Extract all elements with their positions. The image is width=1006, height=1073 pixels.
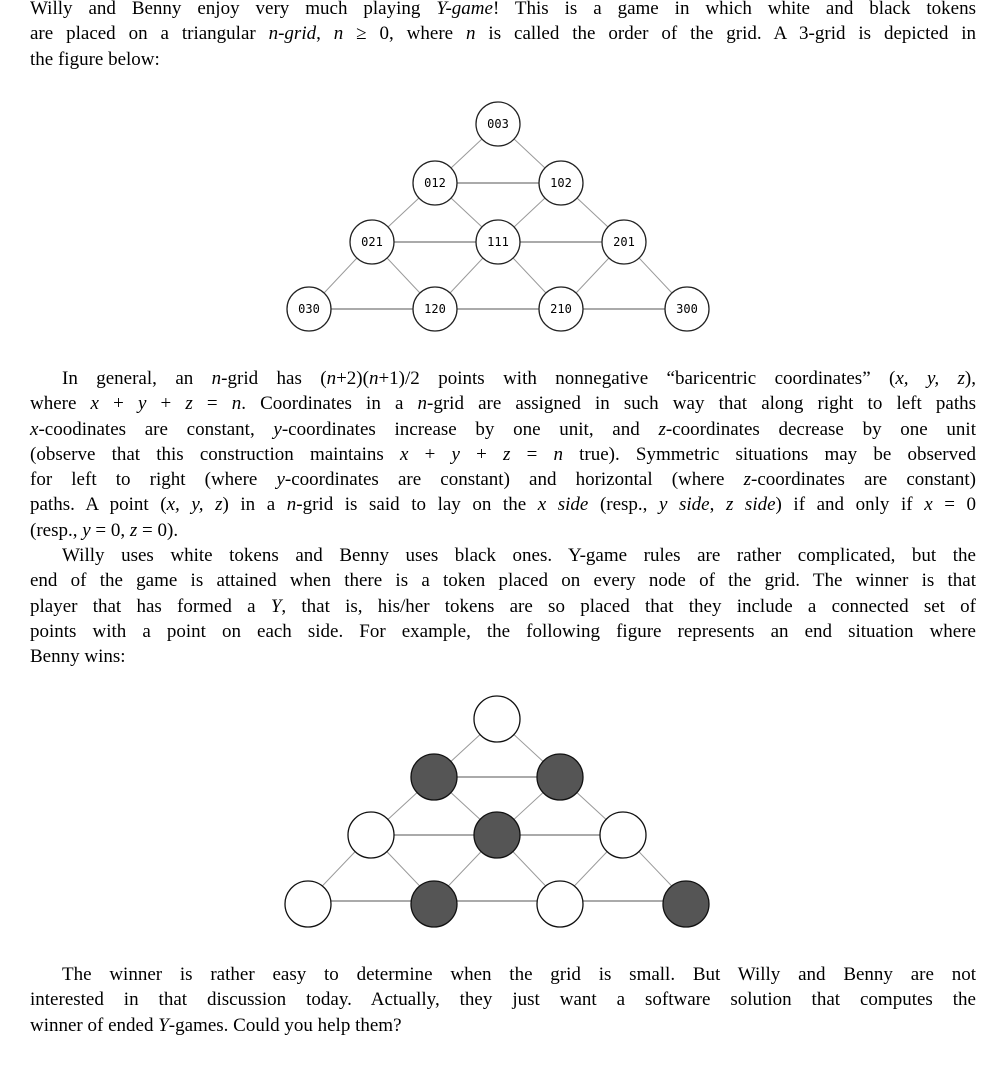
text-line: The winner is rather easy to determine when the grid is small. But Willy and Benny are not: [62, 964, 976, 985]
text-line: player that has formed a Y, that is, his/her tokens are so placed that they include a connected set of: [30, 595, 976, 617]
white-token: [474, 696, 520, 742]
text-line: x-coodinates are constant, y-coordinates increase by one unit, and z-coordinates decrease by one unit: [30, 418, 976, 440]
text-line: are placed on a triangular n-grid, n ≥ 0, where n is called the order of the grid. A 3-grid is depicted in: [30, 23, 977, 45]
white-token: [537, 881, 583, 927]
text-line: Benny wins:: [30, 646, 126, 668]
text-line: (resp., y = 0, z = 0).: [30, 519, 179, 541]
math-term: x: [30, 418, 39, 440]
node-label: 012: [424, 176, 446, 190]
node-label: 021: [361, 235, 383, 249]
math-term: y: [82, 519, 91, 541]
text-line: points with a point on each side. For example, the following figure represents an end situation where: [30, 620, 976, 642]
black-token: [474, 812, 520, 858]
math-term: Y-game: [436, 0, 493, 19]
math-term: x, y, z: [166, 494, 223, 516]
math-term: z: [503, 443, 511, 465]
black-token: [411, 881, 457, 927]
node-label: 003: [487, 117, 509, 131]
math-term: y: [451, 443, 460, 465]
text-line: where x + y + z = n. Coordinates in a n-grid are assigned in such way that along right to left paths: [30, 393, 976, 415]
node-label: 201: [613, 235, 635, 249]
math-term: z: [129, 519, 138, 541]
white-token: [285, 881, 331, 927]
text-line: Willy and Benny enjoy very much playing Y-game! This is a game in which white and black tokens: [30, 0, 976, 19]
math-term: x: [90, 393, 99, 415]
math-term: x: [400, 443, 409, 465]
black-token: [537, 754, 583, 800]
math-term: Y: [270, 595, 282, 617]
text-line: end of the game is attained when there is a token placed on every node of the grid. The winner is that: [30, 570, 976, 592]
math-term: x: [924, 494, 933, 516]
math-term: z side: [725, 494, 776, 516]
math-term: n: [466, 23, 476, 45]
math-term: n: [326, 368, 337, 389]
math-term: n: [553, 443, 563, 465]
text-line: paths. A point (x, y, z) in a n-grid is said to lay on the x side (resp., y side, z side) if and only if x = 0: [30, 494, 976, 516]
math-term: n: [211, 368, 222, 389]
text-line: (observe that this construction maintains x + y + z = n true). Symmetric situations may be observed: [30, 443, 977, 465]
math-term: y: [273, 418, 282, 440]
text-line: Willy uses white tokens and Benny uses black ones. Y-game rules are rather complicated, but the: [62, 545, 976, 566]
black-token: [663, 881, 709, 927]
node-label: 300: [676, 302, 698, 316]
white-token: [600, 812, 646, 858]
math-term: y: [137, 393, 147, 415]
math-term: x, y, z: [895, 368, 965, 389]
node-label: 120: [424, 302, 446, 316]
closing-paragraph: [30, 962, 976, 1038]
math-term: z: [185, 393, 193, 415]
node-label: 210: [550, 302, 572, 316]
rules-paragraph: [30, 543, 976, 669]
math-term: n-grid: [268, 23, 317, 45]
text-line: winner of ended Y-games. Could you help them?: [30, 1014, 402, 1036]
text-line: In general, an n-grid has (n+2)(n+1)/2 points with nonnegative “baricentric coordinates” (x, y, z),: [62, 368, 976, 389]
math-term: Y: [158, 1014, 169, 1036]
node-label: 102: [550, 176, 572, 190]
node-label: 030: [298, 302, 320, 316]
math-term: n: [368, 368, 379, 389]
math-term: x side: [537, 494, 589, 516]
text-line: interested in that discussion today. Actually, they just want a software solution that computes the: [30, 989, 976, 1011]
text-line: for left to right (where y-coordinates are constant) and horizontal (where z-coordinates are constant): [30, 469, 976, 491]
math-term: z: [743, 469, 751, 491]
black-token: [411, 754, 457, 800]
math-term: n: [231, 393, 242, 415]
math-term: n: [333, 23, 344, 45]
math-term: n: [417, 393, 428, 415]
math-term: n: [286, 494, 297, 516]
math-term: z: [658, 418, 666, 440]
general-paragraph: [30, 366, 976, 543]
math-term: y: [276, 469, 285, 491]
node-label: 111: [487, 235, 509, 249]
text-line: the figure below:: [30, 48, 160, 70]
white-token: [348, 812, 394, 858]
math-term: y side: [659, 494, 710, 516]
